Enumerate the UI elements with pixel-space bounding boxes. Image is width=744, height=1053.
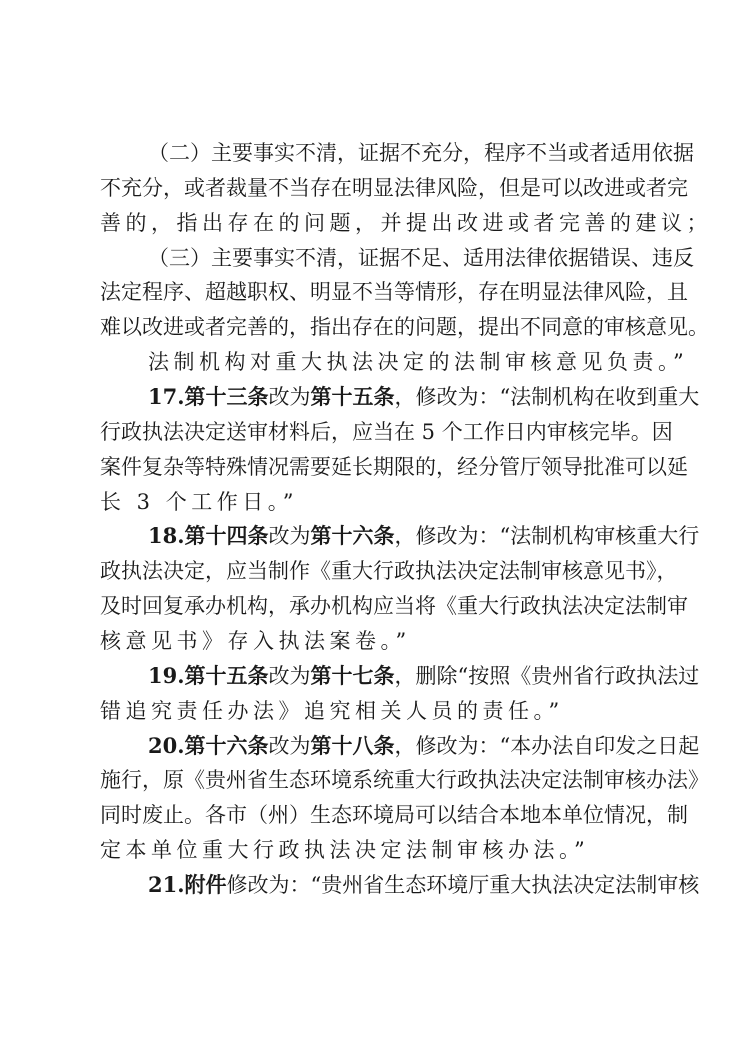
- text-segment: 同时废止。各市（州）生态环境局可以结合本地本单位情况，制: [100, 803, 688, 828]
- text-line: [100, 208, 712, 238]
- text-line: [148, 243, 694, 273]
- text-segment: ，修改为：“本办法自印发之日起: [394, 733, 700, 758]
- text-line: [100, 487, 652, 517]
- text-line: [148, 521, 700, 551]
- article-reference: 17.第十三条: [148, 384, 269, 410]
- text-segment: 行政执法决定送审材料后，应当在 5 个工作日内审核完毕。因: [100, 419, 673, 444]
- article-reference: 第十六条: [310, 523, 395, 549]
- text-line: [100, 696, 652, 726]
- text-segment: 善的，指出存在的问题，并提出改进或者完善的建议；: [100, 210, 712, 235]
- text-line: [100, 556, 678, 586]
- article-reference: 20.第十六条: [148, 732, 269, 758]
- text-segment: 错追究责任办法》追究相关人员的责任。”: [100, 698, 564, 723]
- text-line: [148, 870, 700, 900]
- article-reference: 18.第十四条: [148, 523, 269, 549]
- text-line: [148, 347, 689, 377]
- text-line: [100, 417, 673, 447]
- text-segment: ，修改为：“法制机构在收到重大: [394, 385, 700, 410]
- text-line: [100, 312, 709, 342]
- text-segment: 难以改进或者完善的，指出存在的问题，提出不同意的审核意见。: [100, 315, 709, 340]
- text-segment: 长 3 个工作日。”: [100, 489, 298, 514]
- text-segment: 定本单位重大行政执法决定法制审核办法。”: [100, 838, 590, 863]
- text-segment: 不充分，或者裁量不当存在明显法律风险，但是可以改进或者完: [100, 175, 688, 200]
- text-segment: ，删除“按照《贵州省行政执法过: [394, 663, 700, 688]
- text-segment: 及时回复承办机构，承办机构应当将《重大行政执法决定法制审: [100, 594, 688, 619]
- article-reference: 19.第十五条: [148, 662, 269, 688]
- text-line: [100, 277, 688, 307]
- text-line: [100, 173, 688, 203]
- text-segment: 法定程序、超越职权、明显不当等情形，存在明显法律风险，且: [100, 280, 688, 305]
- text-line: [100, 452, 688, 482]
- text-segment: ，修改为：“法制机构审核重大行: [394, 524, 700, 549]
- text-line: [100, 800, 688, 830]
- text-segment: 修改为：“贵州省生态环境厅重大执法决定法制审核: [226, 873, 700, 898]
- text-line: [100, 765, 709, 795]
- text-segment: （三）主要事实不清，证据不足、适用法律依据错误、违反: [148, 245, 694, 270]
- text-line: [100, 626, 652, 656]
- article-reference: 21.附件: [148, 872, 227, 898]
- text-line: [100, 835, 652, 865]
- article-reference: 第十五条: [310, 384, 395, 410]
- text-segment: 改为: [268, 663, 311, 688]
- text-line: [100, 591, 688, 621]
- text-segment: 案件复杂等特殊情况需要延长期限的，经分管厅领导批准可以延: [100, 454, 688, 479]
- text-segment: （二）主要事实不清，证据不充分，程序不当或者适用依据: [148, 141, 694, 165]
- text-segment: 改为: [268, 733, 311, 758]
- text-segment: 施行，原《贵州省生态环境系统重大行政执法决定法制审核办法》: [100, 768, 709, 793]
- text-line: [148, 382, 700, 412]
- text-segment: 政执法决定，应当制作《重大行政执法决定法制审核意见书》，: [100, 559, 678, 584]
- article-reference: 第十七条: [310, 662, 395, 688]
- article-reference: 第十八条: [310, 732, 395, 758]
- text-segment: 改为: [268, 524, 311, 549]
- text-line: [148, 731, 700, 761]
- text-segment: 法制机构对重大执法决定的法制审核意见负责。”: [148, 350, 689, 375]
- text-segment: 核意见书》存入执法案卷。”: [100, 629, 411, 654]
- text-segment: 改为: [268, 385, 311, 410]
- text-line: [148, 661, 700, 691]
- text-line: [148, 138, 694, 168]
